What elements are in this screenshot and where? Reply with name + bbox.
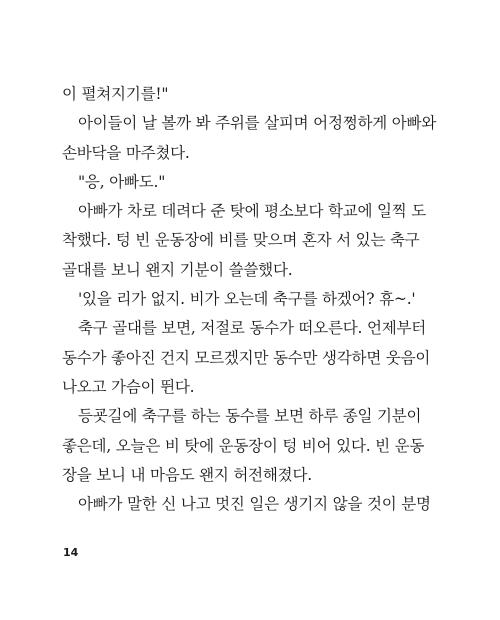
text-line: 등굣길에 축구를 하는 동수를 보면 하루 종일 기분이 [78, 407, 422, 426]
body-text [62, 80, 442, 519]
text-line: 동수가 좋아진 건지 모르겠지만 동수만 생각하면 웃음이 [62, 348, 431, 367]
text-line: 좋은데, 오늘은 비 탓에 운동장이 텅 비어 있다. 빈 운동 [62, 436, 425, 455]
text-line: 나오고 가슴이 뛴다. [62, 377, 195, 396]
text-line: 아빠가 차로 데려다 준 탓에 평소보다 학교에 일찍 도 [78, 202, 427, 221]
text-line: 아이들이 날 볼까 봐 주위를 살피며 어정쩡하게 아빠와 [78, 114, 437, 133]
page-number: 14 [63, 546, 79, 559]
text-line: 골대를 보니 왠지 기분이 쓸쓸했다. [62, 260, 293, 279]
text-line: 아빠가 말한 신 나고 멋진 일은 생기지 않을 것이 분명 [78, 495, 431, 514]
text-line: 장을 보니 내 마음도 왠지 허전해졌다. [62, 465, 312, 484]
text-line: 손바닥을 마주쳤다. [62, 143, 190, 162]
text-line: 이 펼쳐지기를!" [62, 85, 169, 103]
text-line: 착했다. 텅 빈 운동장에 비를 맞으며 혼자 서 있는 축구 [62, 231, 420, 250]
text-line: "응, 아빠도." [78, 172, 166, 191]
text-line: '있을 리가 없지. 비가 오는데 축구를 하겠어? 휴~.' [78, 290, 416, 309]
text-line: 축구 골대를 보면, 저절로 동수가 떠오른다. 언제부터 [78, 319, 427, 338]
